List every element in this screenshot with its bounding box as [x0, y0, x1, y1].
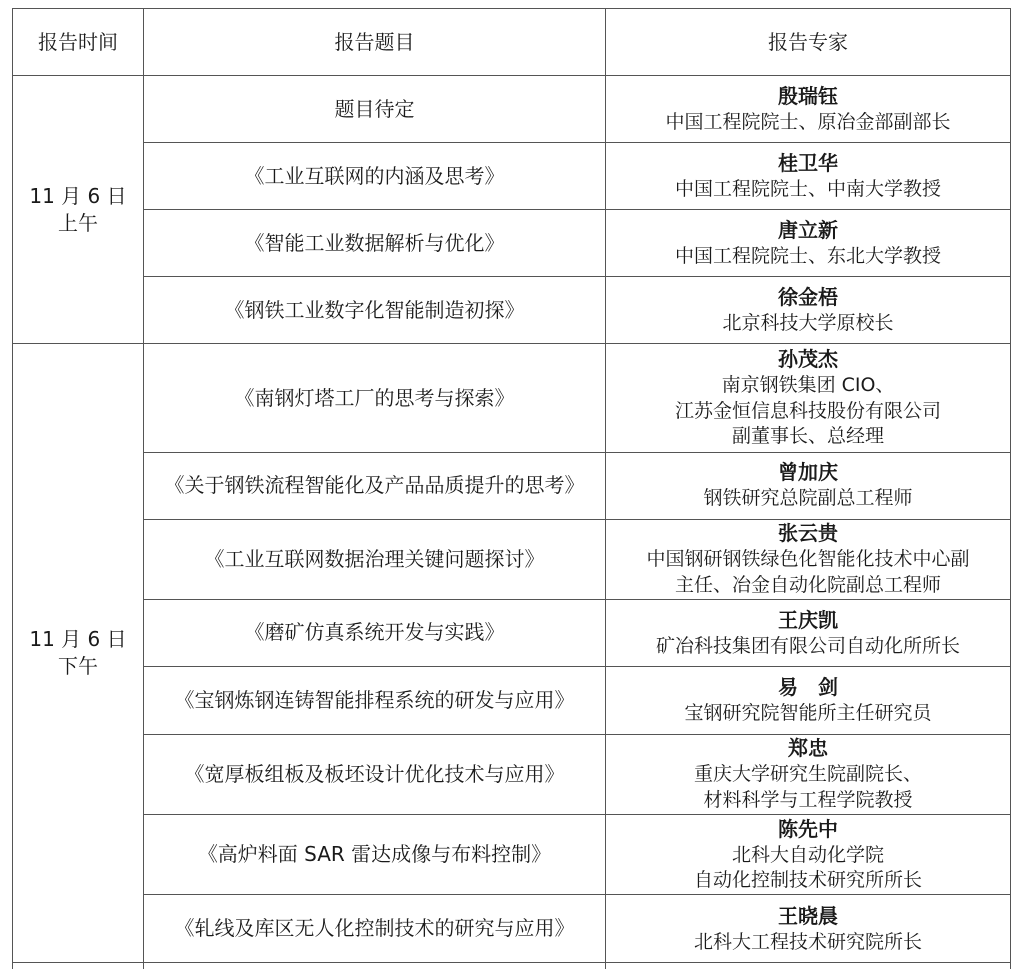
header-expert: 报告专家: [606, 9, 1011, 76]
report-topic: 《磨矿仿真系统开发与实践》: [144, 599, 606, 666]
header-time: 报告时间: [13, 9, 144, 76]
report-expert: [606, 599, 1011, 666]
report-expert: [606, 895, 1011, 963]
expert-title: 宝钢研究院智能所主任研究员: [684, 702, 932, 725]
report-topic: 《智能工业数据解析与优化》: [144, 210, 606, 277]
expert-title: 重庆大学研究生院副院长、: [693, 763, 922, 786]
header-topic: 报告题目: [144, 9, 606, 76]
table-row: [13, 895, 1011, 963]
cell-continuation: [13, 963, 144, 969]
expert-name: 王庆凯: [778, 607, 838, 632]
table-row: [13, 344, 1011, 452]
expert-title: 中国钢研钢铁绿色化智能化技术中心副: [646, 548, 970, 571]
table-row-continuation: [13, 963, 1011, 969]
expert-name: 陈先中: [778, 816, 838, 841]
cell-continuation: [606, 963, 1011, 969]
report-expert: [606, 344, 1011, 452]
expert-title: 中国工程院院士、中南大学教授: [674, 177, 941, 200]
expert-title: 北科大自动化学院: [731, 843, 884, 866]
report-topic: 《工业互联网的内涵及思考》: [144, 143, 606, 210]
report-expert: [606, 277, 1011, 344]
table-row: [13, 210, 1011, 277]
expert-name: 孙茂杰: [778, 347, 838, 372]
table-row: [13, 815, 1011, 895]
expert-title: 中国工程院院士、东北大学教授: [674, 245, 941, 267]
expert-name: 张云贵: [778, 521, 838, 546]
report-topic: 题目待定: [144, 76, 606, 143]
expert-title: 南京钢铁集团 CIO、: [721, 374, 895, 397]
session-period: 上午: [58, 210, 98, 235]
report-expert: [606, 143, 1011, 210]
expert-title: 中国工程院院士、原冶金部副部长: [665, 110, 951, 133]
report-topic: 《轧线及库区无人化控制技术的研究与应用》: [144, 895, 606, 963]
expert-title: 钢铁研究总院副总工程师: [703, 487, 913, 510]
expert-name: 唐立新: [778, 218, 838, 242]
report-topic: 《高炉料面 SAR 雷达成像与布料控制》: [144, 815, 606, 895]
report-topic: 《钢铁工业数字化智能制造初探》: [144, 277, 606, 344]
report-expert: [606, 666, 1011, 734]
table-row: [13, 735, 1011, 815]
table-row: [13, 666, 1011, 734]
report-topic: 《南钢灯塔工厂的思考与探索》: [144, 344, 606, 452]
report-expert: [606, 76, 1011, 143]
expert-title: 北京科技大学原校长: [722, 312, 894, 335]
expert-title: 材料科学与工程学院教授: [703, 789, 913, 812]
table-row: [13, 452, 1011, 519]
session-time-afternoon: [13, 344, 144, 963]
expert-name: 曾加庆: [778, 460, 838, 485]
session-date: 11 月 6 日: [29, 627, 127, 652]
table-row: [13, 519, 1011, 599]
report-expert: [606, 735, 1011, 815]
report-topic: 《工业互联网数据治理关键问题探讨》: [144, 519, 606, 599]
expert-name: 桂卫华: [778, 150, 838, 175]
session-time-morning: [13, 76, 144, 344]
table-row: [13, 76, 1011, 143]
header-row: [13, 9, 1011, 76]
expert-name: 易 剑: [778, 675, 838, 700]
table-row: [13, 143, 1011, 210]
table-row: [13, 277, 1011, 344]
session-date: 11 月 6 日: [29, 183, 127, 208]
expert-title: 副董事长、总经理: [731, 425, 884, 448]
report-expert: [606, 210, 1011, 277]
report-expert: [606, 815, 1011, 895]
schedule-table: [12, 8, 1011, 969]
report-expert: [606, 452, 1011, 519]
expert-title: 自动化控制技术研究所所长: [693, 869, 922, 892]
expert-name: 郑忠: [788, 736, 828, 761]
expert-name: 王晓晨: [778, 903, 838, 928]
cell-continuation: [144, 963, 606, 969]
report-topic: 《关于钢铁流程智能化及产品品质提升的思考》: [144, 452, 606, 519]
expert-title: 矿冶科技集团有限公司自动化所所长: [655, 634, 960, 657]
expert-title: 江苏金恒信息科技股份有限公司: [674, 399, 941, 422]
expert-title: 主任、冶金自动化院副总工程师: [674, 573, 941, 596]
expert-name: 徐金梧: [778, 285, 838, 310]
table-row: [13, 599, 1011, 666]
report-expert: [606, 519, 1011, 599]
session-period: 下午: [58, 654, 98, 679]
expert-title: 北科大工程技术研究院所长: [693, 930, 922, 953]
report-topic: 《宽厚板组板及板坯设计优化技术与应用》: [144, 735, 606, 815]
expert-name: 殷瑞钰: [778, 83, 838, 108]
report-topic: 《宝钢炼钢连铸智能排程系统的研发与应用》: [144, 666, 606, 734]
